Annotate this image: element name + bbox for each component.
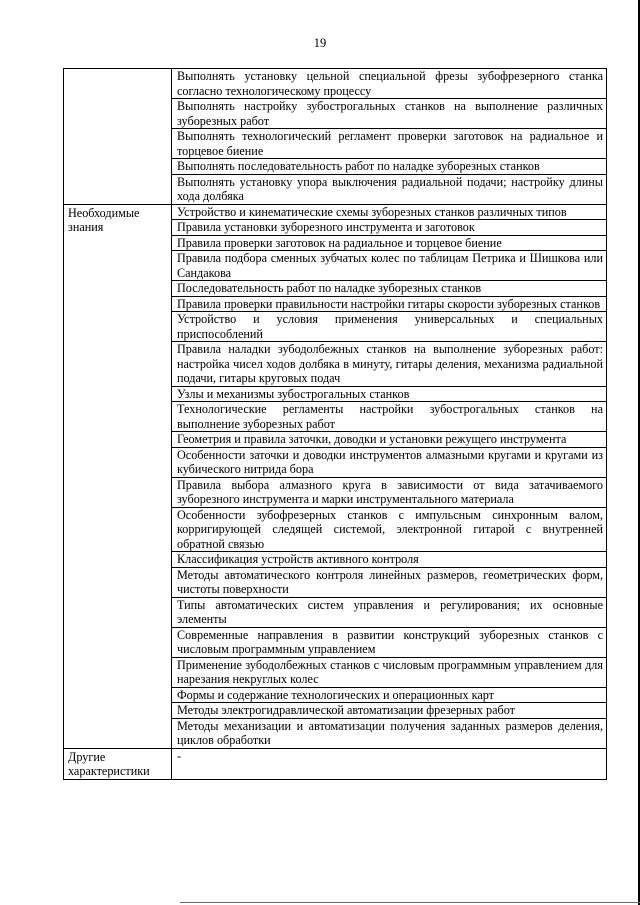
row-value: Выполнять технологический регламент проверки заготовок на радиальное и торцевое биение — [172, 129, 607, 159]
row-value: Особенности зубофрезерных станков с импульсным синхронным валом, корригирующей следящей системой, электронной гитарой с внутренней обратной связью — [172, 507, 607, 552]
row-value: Правила проверки правильности настройки гитары скорости зуборезных станков — [172, 296, 607, 312]
row-value: Правила подбора сменных зубчатых колес по таблицам Петрика и Шишкова или Сандакова — [172, 251, 607, 281]
row-value: Методы механизации и автоматизации получения заданных размеров деления, циклов обработки — [172, 718, 607, 748]
row-value: Устройство и кинематические схемы зуборезных станков различных типов — [172, 204, 607, 220]
scan-edge-bottom — [180, 902, 640, 903]
row-value: Выполнять установку упора выключения радиальной подачи; настройку длины хода долбяка — [172, 174, 607, 204]
row-value: Правила проверки заготовок на радиальное и торцевое биение — [172, 235, 607, 251]
row-value: Последовательность работ по наладке зуборезных станков — [172, 281, 607, 297]
row-value: Типы автоматических систем управления и регулирования; их основные элементы — [172, 597, 607, 627]
row-value: Классификация устройств активного контроля — [172, 552, 607, 568]
row-value: Выполнять настройку зубострогальных станков на выполнение различных зуборезных работ — [172, 99, 607, 129]
row-value: Узлы и механизмы зубострогальных станков — [172, 386, 607, 402]
row-value: Выполнять последовательность работ по наладке зуборезных станков — [172, 159, 607, 175]
row-label — [64, 69, 172, 205]
other-characteristics-row — [64, 748, 607, 779]
row-value: Устройство и условия применения универсальных и специальных приспособлений — [172, 312, 607, 342]
row-value: Современные направления в развитии конструкций зуборезных станков с числовым программным управлением — [172, 627, 607, 657]
row-label: Необходимые знания — [64, 204, 172, 748]
row-value: Особенности заточки и доводки инструментов алмазными кругами и кругами из кубического нитрида бора — [172, 447, 607, 477]
row-value: Методы автоматического контроля линейных размеров, геометрических форм, чистоты поверхности — [172, 567, 607, 597]
row-value: Геометрия и правила заточки, доводки и установки режущего инструмента — [172, 432, 607, 448]
row-value: Методы электрогидравлической автоматизации фрезерных работ — [172, 703, 607, 719]
row-value: Применение зубодолбежных станков с числовым программным управлением для нарезания некруглых колес — [172, 657, 607, 687]
row-value: - — [172, 748, 607, 779]
row-value: Правила установки зуборезного инструмента и заготовок — [172, 220, 607, 236]
row-value: Выполнять установку цельной специальной фрезы зубофрезерного станка согласно технологическому процессу — [172, 69, 607, 99]
row-value: Правила наладки зубодолбежных станков на выполнение зуборезных работ: настройка чисел ходов долбяка в минуту, гитары деления, механизма радиальной подачи, гитары круговых подач — [172, 342, 607, 387]
row-value: Технологические регламенты настройки зубострогальных станков на выполнение зуборезных работ — [172, 402, 607, 432]
skills-row — [64, 69, 607, 99]
row-value: Формы и содержание технологических и операционных карт — [172, 687, 607, 703]
row-label: Другие характеристики — [64, 748, 172, 779]
page-number: 19 — [313, 36, 327, 50]
row-value: Правила выбора алмазного круга в зависимости от вида затачиваемого зуборезного инструмента и марки инструментального материала — [172, 477, 607, 507]
requirements-table — [63, 68, 607, 780]
knowledge-row — [64, 204, 607, 220]
